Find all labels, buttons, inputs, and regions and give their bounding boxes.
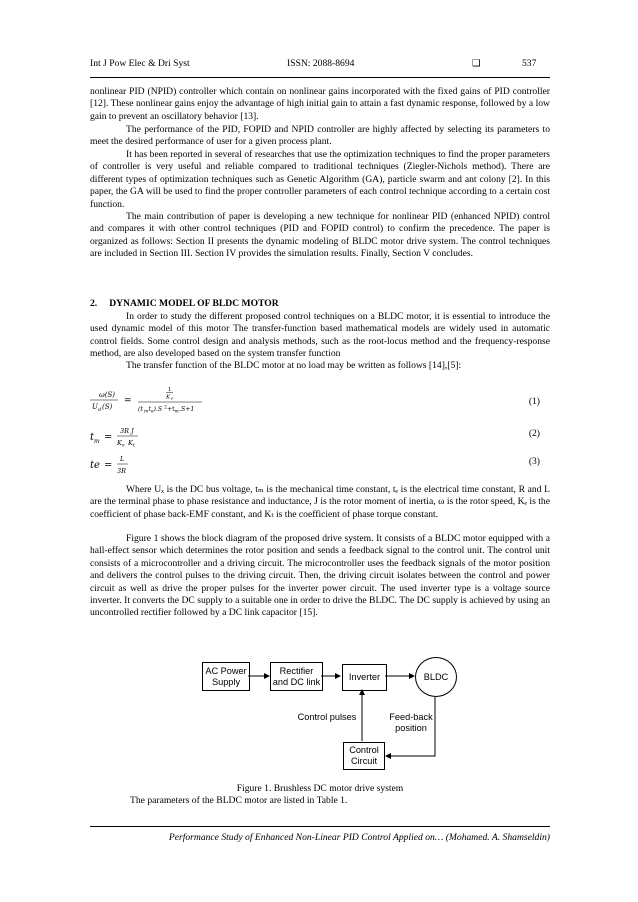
paragraph-performance: The performance of the PID, FOPID and NPID controller are highly affected by selecting its parameters to meet the desired performance of user for a given process plant. bbox=[90, 124, 550, 148]
label-feedback-position: Feed-back position bbox=[389, 712, 433, 733]
svg-text:K: K bbox=[166, 394, 171, 401]
svg-text:e: e bbox=[151, 409, 154, 415]
paragraph-figure-description: Figure 1 shows the block diagram of the proposed drive system. It consists of a BLDC motor equipped with a hall-effect sensor which determines the rotor position and sends a feedback signal to the control unit. The control unit consists of a microcontroller and a driving circuit. The microcontroller uses the feedback signals of the motor position and delivers the control pulses to the driving circuit. Then, the driving circuit isolates between the control and power circuit as well as drive the proper pulses for the inverter power circuit. The used inverter type is a voltage source inverter. It converts the DC supply to a suitable one in order to drive the BLDC. The DC supply is achieved by using an uncontrolled rectifier followed by a DC link capacitor [15]. bbox=[90, 533, 550, 619]
svg-text:e: e bbox=[122, 443, 125, 448]
equation-1 bbox=[90, 386, 550, 420]
svg-text:(S): (S) bbox=[102, 403, 113, 411]
label-control-pulses: Control pulses bbox=[297, 712, 357, 722]
svg-text:1: 1 bbox=[168, 387, 172, 393]
svg-text:U: U bbox=[92, 403, 98, 411]
paragraph-optimization: It has been reported in several of researches that use the optimization techniques to find the proper parameters of controller is very useful and reliable compared to traditional techniques (Ziegler-Nichols method). There are different types of optimization techniques such as Genetic Algorithm (GA), particle swarm and ant colony [2]. In this paper, the GA will be used to find the proper controller parameters of each control technique according to a certain cost function. bbox=[90, 149, 550, 210]
svg-text:=: = bbox=[124, 396, 132, 406]
equation-1-formula bbox=[90, 386, 260, 420]
paragraph-contribution: The main contribution of paper is developing a new technique for nonlinear PID (enhanced NPID) control and compares it with other control techniques (PID and FOPID control) to confirm the precedence. The paper is organized as follows: Section II presents the dynamic modeling of BLDC motor drive system. The control techniques are included in Section III. Section IV provides the simulation results. Finally, Section V concludes. bbox=[90, 211, 550, 260]
svg-text:K: K bbox=[117, 439, 122, 447]
svg-text:m: m bbox=[94, 438, 100, 445]
paragraph-parameters: The parameters of the BLDC motor are listed in Table 1. bbox=[130, 795, 348, 806]
journal-name: Int J Pow Elec & Dri Syst bbox=[90, 58, 190, 69]
figure-caption: Figure 1. Brushless DC motor drive system bbox=[236, 783, 404, 794]
svg-text:2: 2 bbox=[164, 405, 167, 411]
svg-text:e: e bbox=[171, 395, 174, 401]
equation-2-formula bbox=[90, 424, 210, 448]
equation-3 bbox=[90, 452, 550, 476]
checkbox-icon: ❏ bbox=[472, 58, 481, 69]
header-rule bbox=[90, 77, 550, 78]
svg-text:3R: 3R bbox=[117, 467, 127, 475]
block-rectifier: Rectifier and DC link bbox=[270, 662, 323, 691]
svg-text:d: d bbox=[98, 407, 102, 413]
running-footer: Performance Study of Enhanced Non-Linear PID Control Applied on… (Mohamed. A. Shamseldin) bbox=[168, 832, 550, 843]
svg-text:ω(S): ω(S) bbox=[99, 391, 115, 399]
svg-text:.S+1: .S+1 bbox=[179, 406, 195, 413]
equation-number: (2) bbox=[528, 428, 540, 439]
block-inverter: Inverter bbox=[342, 664, 387, 691]
block-ac-power: AC Power Supply bbox=[202, 662, 250, 691]
svg-text:t: t bbox=[133, 443, 135, 448]
equation-number: (1) bbox=[528, 396, 540, 407]
running-header bbox=[90, 58, 548, 74]
block-control-circuit: Control Circuit bbox=[343, 742, 385, 770]
issn: ISSN: 2088-8694 bbox=[287, 58, 355, 69]
paragraph-where: Where Uₓ is the DC bus voltage, tₘ is the mechanical time constant, tₑ is the electrical time constant, R and L are the terminal phase to phase resistance and inductance, J is the rotor moment of inertia, ω is the rotor speed, Kₑ is the coefficient of phase back-EMF constant, and Kₜ is the coefficient of phase torque constant. bbox=[90, 484, 550, 520]
footer-rule bbox=[90, 826, 550, 827]
equation-3-formula bbox=[90, 452, 210, 476]
paragraph-npid: nonlinear PID (NPID) controller which contain on nonlinear gains incorporated with the fixed gains of PID controller [12]. These nonlinear gains enjoy the advantage of high initial gain to attain a fast dynamic response, followed by a low gain to prevent an oscillatory behavior [13]. bbox=[90, 86, 550, 122]
page-number: 537 bbox=[522, 58, 537, 69]
svg-text:(t: (t bbox=[138, 406, 143, 413]
svg-text:m: m bbox=[174, 409, 179, 415]
svg-text:m: m bbox=[144, 409, 149, 415]
block-bldc: BLDC bbox=[415, 657, 457, 697]
equation-number: (3) bbox=[528, 456, 540, 467]
svg-text:t: t bbox=[148, 406, 151, 413]
svg-text:K: K bbox=[128, 439, 133, 447]
svg-text:3R J: 3R J bbox=[120, 427, 134, 435]
paragraph-dynamic-model: In order to study the different proposed control techniques on a BLDC motor, it is essential to introduce the used dynamic model of this motor The transfer-function based mathematical models are widely used in automatic control fields. Some control design and analysis methods, such as the root-locus method and the frequency-response method, are also developed based on the system transfer function bbox=[90, 311, 550, 360]
svg-text:L: L bbox=[120, 455, 125, 463]
svg-text:=: = bbox=[104, 432, 113, 443]
svg-text:te: te bbox=[90, 460, 100, 471]
svg-text:).S: ).S bbox=[153, 406, 163, 413]
section-heading: 2. DYNAMIC MODEL OF BLDC MOTOR bbox=[90, 298, 279, 309]
paragraph-transfer-function: The transfer function of the BLDC motor at no load may be written as follows [14],[5]: bbox=[126, 360, 462, 371]
equation-2 bbox=[90, 424, 550, 448]
svg-text:+t: +t bbox=[167, 406, 175, 413]
svg-text:t: t bbox=[90, 432, 95, 443]
svg-text:=: = bbox=[104, 460, 113, 471]
